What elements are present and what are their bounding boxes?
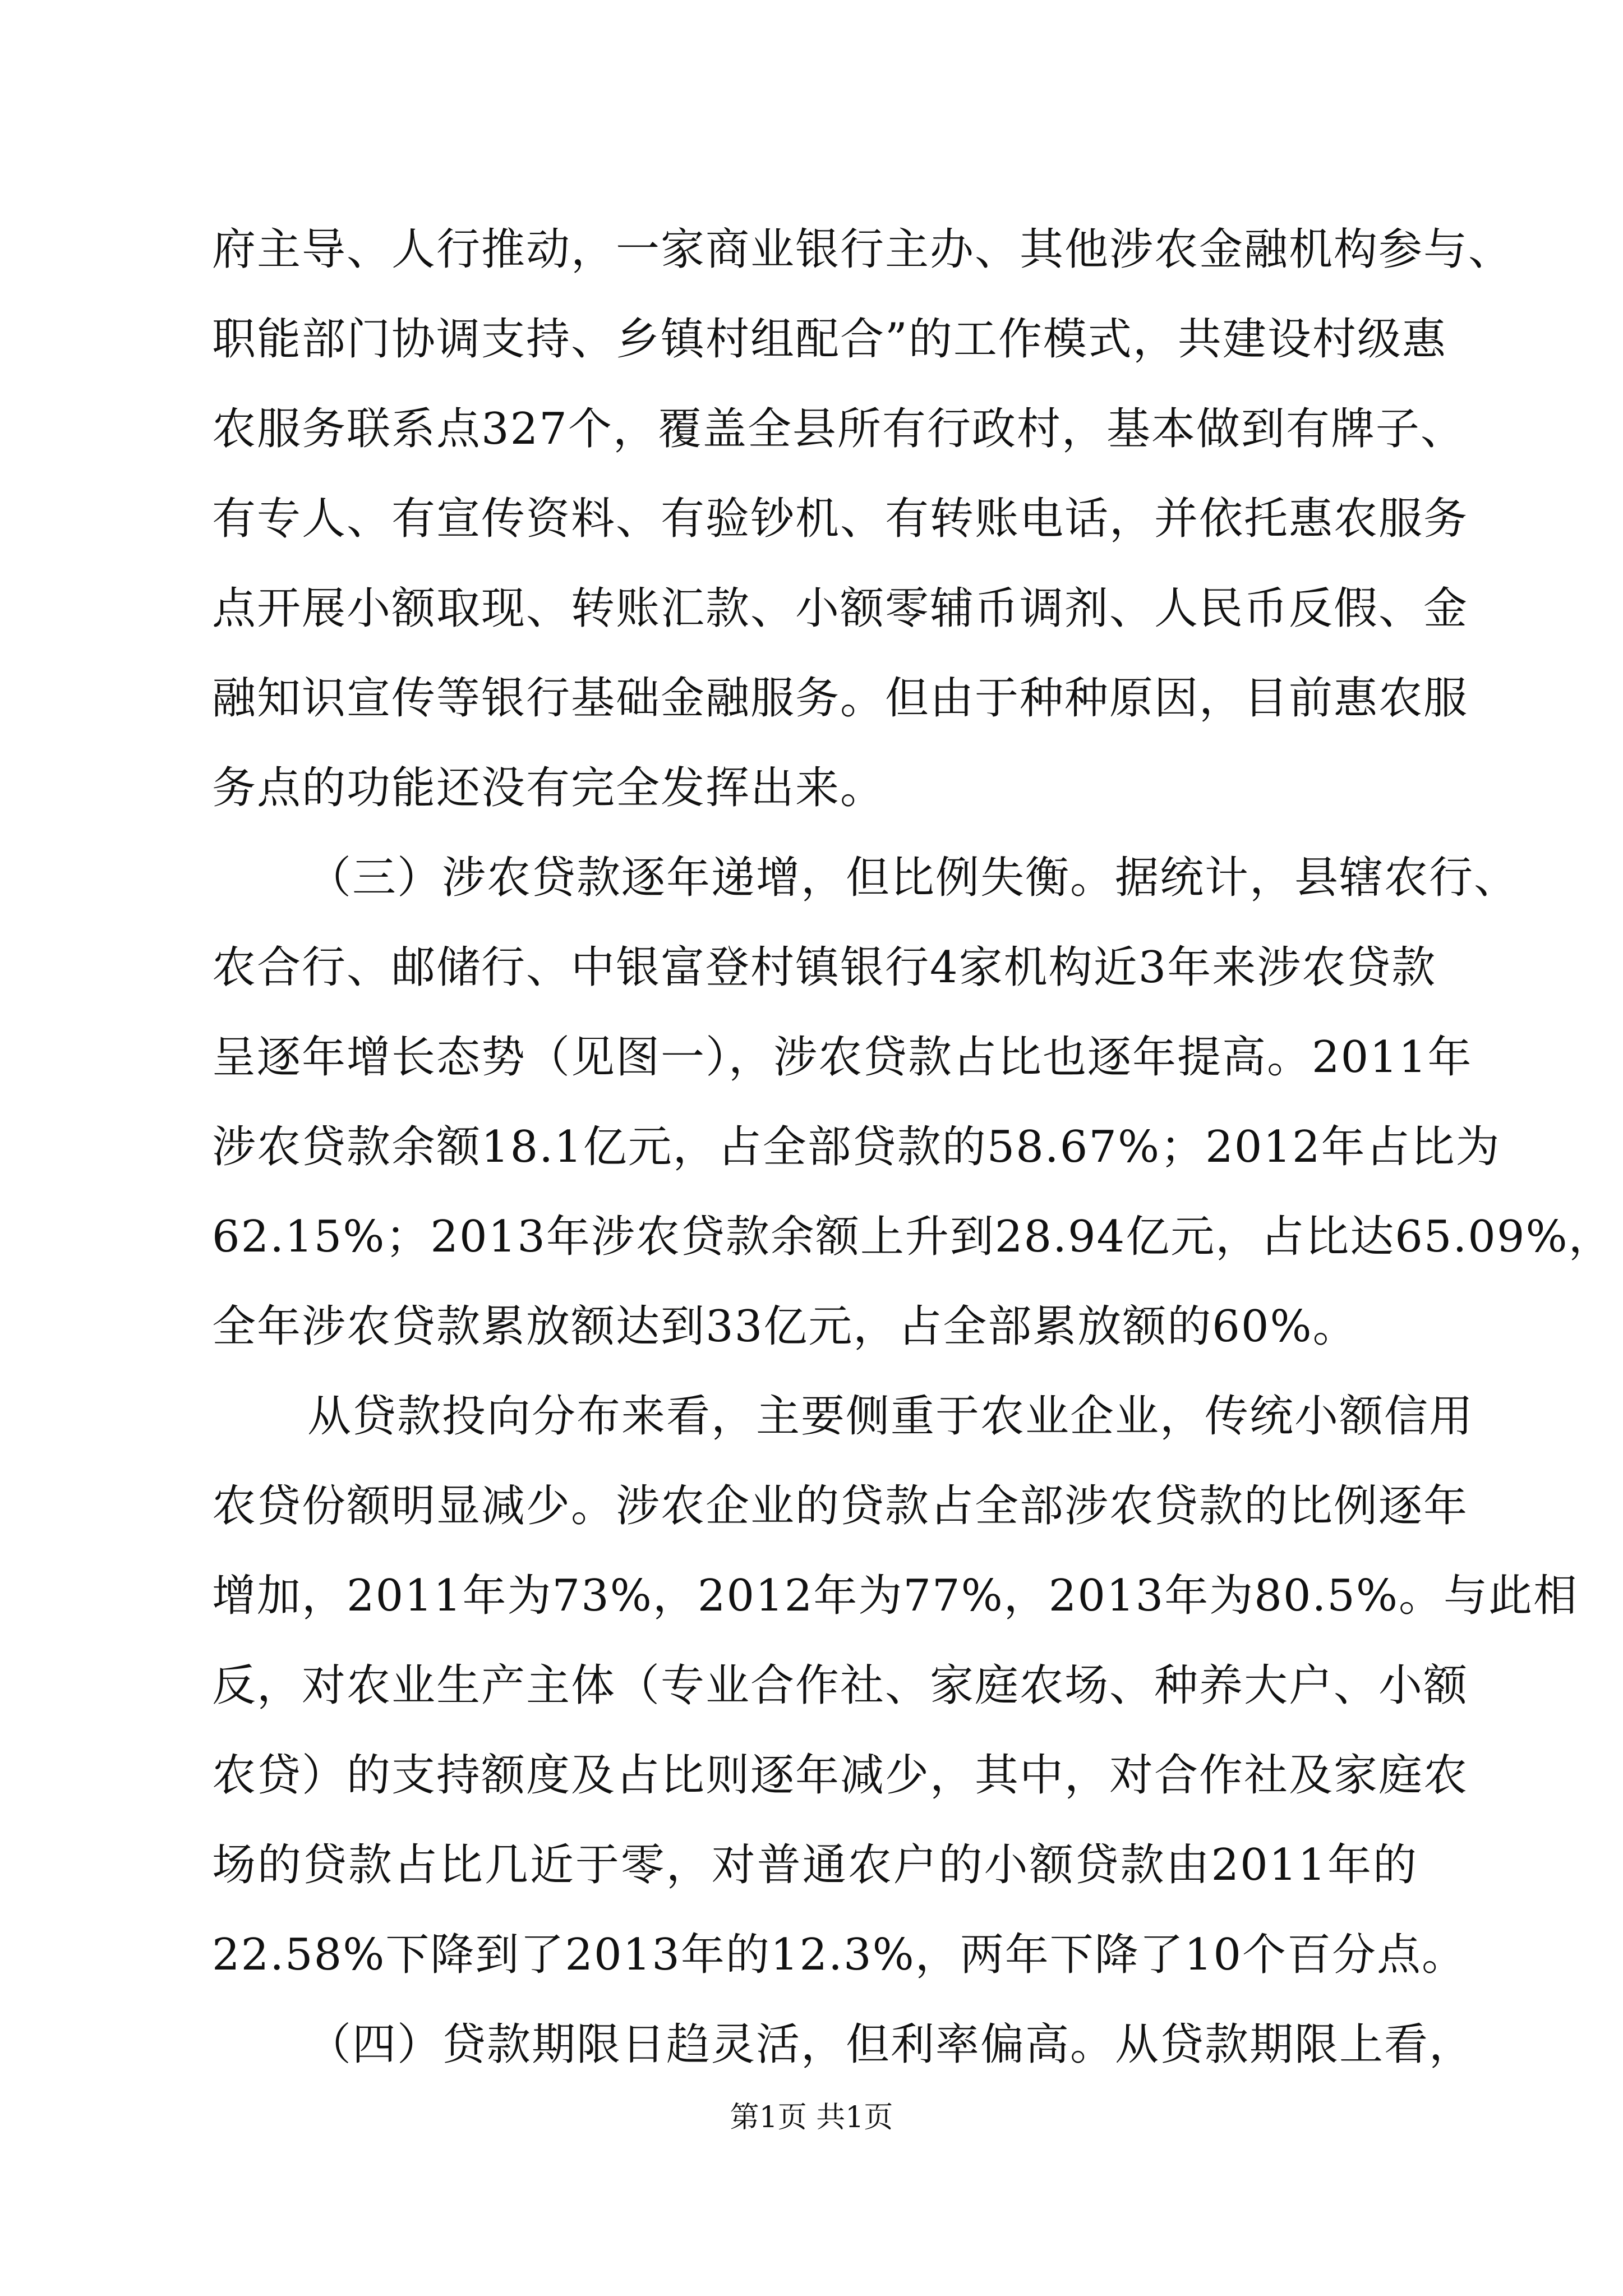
text-line: 呈逐年增长态势（见图一），涉农贷款占比也逐年提高。2011年: [212, 1032, 1473, 1083]
text-line: 农合行、邮储行、中银富登村镇银行4家机构近3年来涉农贷款: [212, 942, 1437, 993]
document-body: [212, 205, 1613, 2090]
text-line: 务点的功能还没有完全发挥出来。: [212, 763, 886, 813]
text-line: 融知识宣传等银行基础金融服务。但由于种种原因，目前惠农服: [212, 673, 1469, 724]
text-line: 22.58%下降到了2013年的12.3%，两年下降了10个百分点。: [212, 1930, 1467, 1980]
text-line: 反，对农业生产主体（专业合作社、家庭农场、种养大户、小额: [212, 1660, 1469, 1711]
text-line: 场的贷款占比几近于零，对普通农户的小额贷款由2011年的: [212, 1840, 1418, 1890]
paragraph-heading: （四）贷款期限日趋灵活，但利率偏高。从贷款期限上看，: [307, 2019, 1474, 2070]
text-line: 62.15%；2013年涉农贷款余额上升到28.94亿元，占比达65.09%，: [212, 1212, 1613, 1262]
text-line: 增加，2011年为73%，2012年为77%，2013年为80.5%。与此相: [212, 1571, 1579, 1621]
text-line: 职能部门协调支持、乡镇村组配合”的工作模式，共建设村级惠: [212, 314, 1447, 365]
page-footer: 第1页 共1页: [730, 2101, 893, 2134]
text-line: 点开展小额取现、转账汇款、小额零辅币调剂、人民币反假、金: [212, 583, 1469, 634]
text-line: 农服务联系点327个，覆盖全县所有行政村，基本做到有牌子、: [212, 404, 1465, 454]
paragraph-heading: （三）涉农贷款逐年递增，但比例失衡。据统计，县辖农行、: [307, 853, 1519, 903]
text-line: 全年涉农贷款累放额达到33亿元，占全部累放额的60%。: [212, 1301, 1358, 1352]
text-line: 涉农贷款余额18.1亿元，占全部贷款的58.67%；2012年占比为: [212, 1122, 1501, 1172]
text-line: 有专人、有宣传资料、有验钞机、有转账电话，并依托惠农服务: [212, 494, 1469, 544]
text-line: 农贷份额明显减少。涉农企业的贷款占全部涉农贷款的比例逐年: [212, 1481, 1469, 1531]
text-line: 府主导、人行推动，一家商业银行主办、其他涉农金融机构参与、: [212, 224, 1514, 275]
text-line: 农贷）的支持额度及占比则逐年减少，其中，对合作社及家庭农: [212, 1750, 1469, 1801]
text-line: 从贷款投向分布来看，主要侧重于农业企业，传统小额信用: [307, 1391, 1474, 1442]
